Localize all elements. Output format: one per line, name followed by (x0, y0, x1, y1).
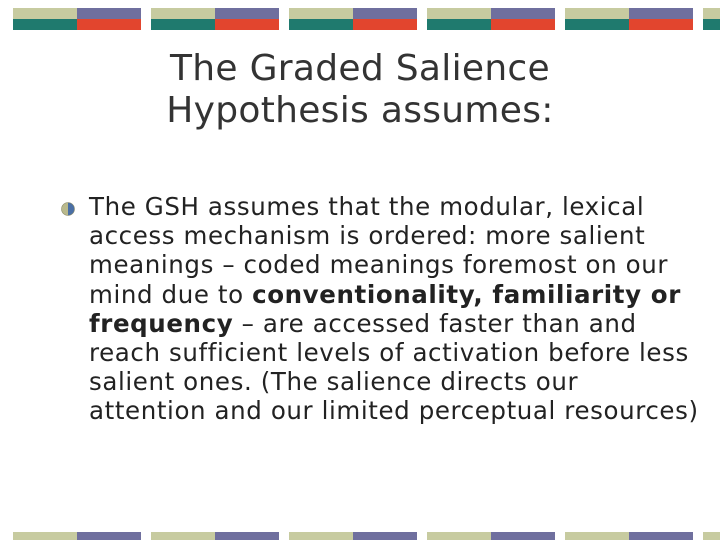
bullet-text (89, 192, 699, 426)
top-stripe-segment (151, 8, 279, 30)
bottom-stripe-segment (151, 532, 279, 540)
top-decorative-stripes (0, 8, 720, 30)
top-stripe-segment (703, 8, 720, 30)
bullet-text-bold: conventionality, familiarity or frequency (89, 279, 681, 338)
top-stripe-segment (427, 8, 555, 30)
bottom-stripe-segment (13, 532, 141, 540)
top-stripe-segment (13, 8, 141, 30)
bottom-stripe-segment (427, 532, 555, 540)
top-stripe-segment (565, 8, 693, 30)
title-line-2: Hypothesis assumes: (166, 90, 554, 131)
bottom-decorative-stripes (0, 532, 720, 540)
title-line-1: The Graded Salience (170, 48, 550, 89)
bottom-stripe-segment (289, 532, 417, 540)
bullet-text-part-2: – are accessed faster than and reach sufficient levels of activation before less salient ones. (The salience directs our attention and our limited perceptual resources) (89, 308, 699, 426)
slide-title (60, 48, 660, 132)
bullet-text-part-1: The GSH assumes that the modular, lexical access mechanism is ordered: more salient meanings – coded meanings foremost on our mind due to (89, 192, 669, 309)
top-stripe-segment (289, 8, 417, 30)
bullet-icon (61, 202, 75, 216)
bottom-stripe-segment (565, 532, 693, 540)
bottom-stripe-segment (703, 532, 720, 540)
